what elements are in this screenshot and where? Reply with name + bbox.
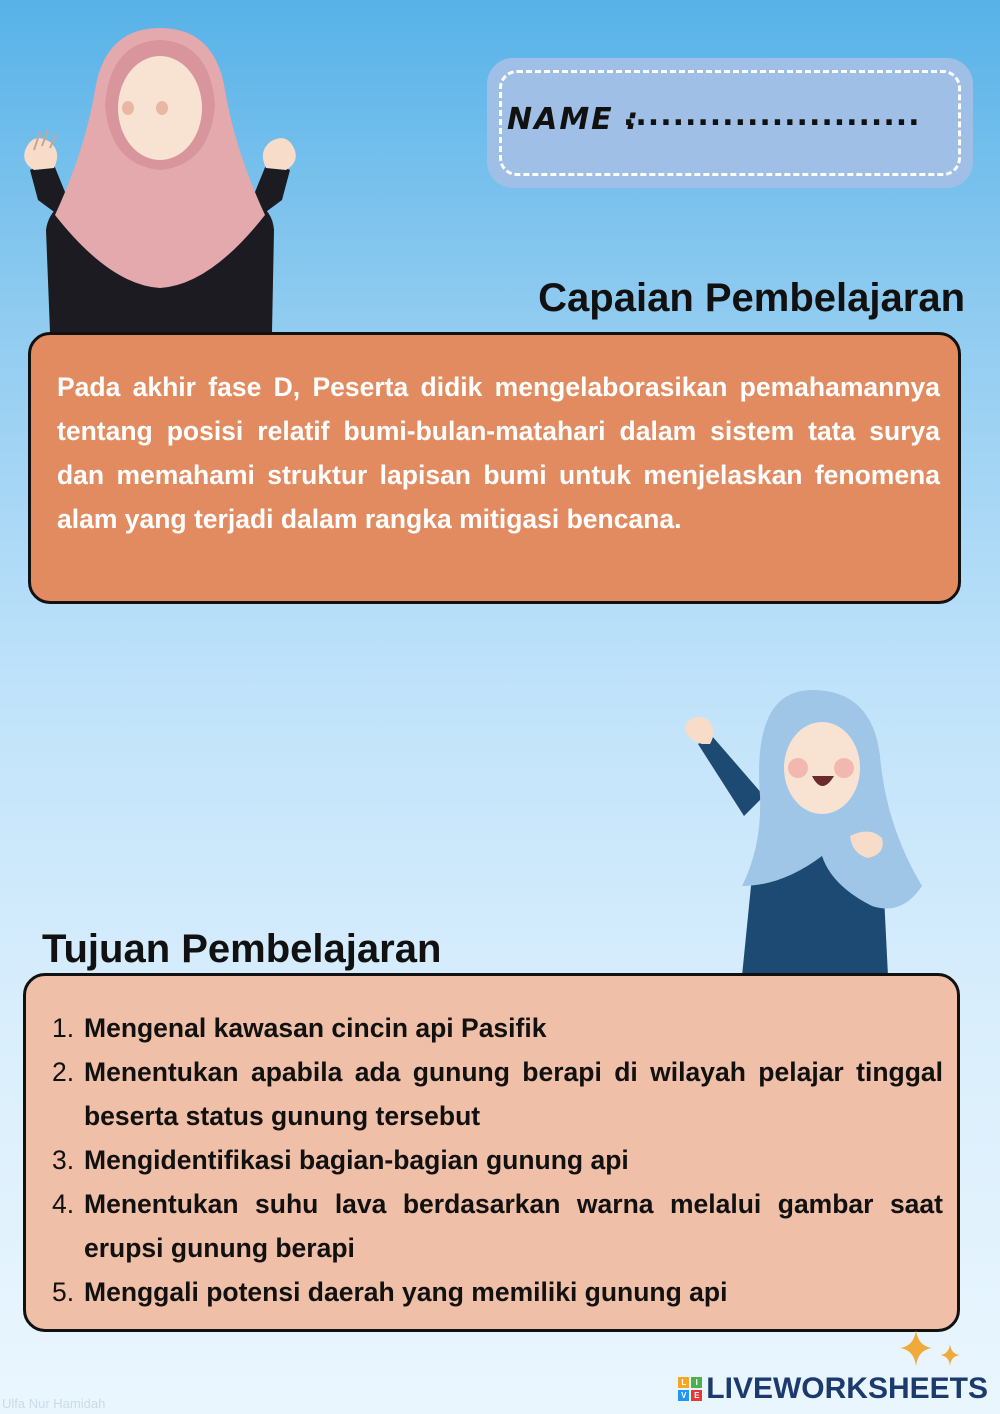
list-item	[52, 1270, 943, 1314]
item-text: Menentukan apabila ada gunung berapi di wilayah pelajar tinggal beserta status gunung tersebut	[84, 1057, 943, 1131]
list-item	[52, 1182, 943, 1270]
list-item	[52, 1006, 943, 1050]
name-label: NAME :	[507, 102, 641, 137]
author-credit: Ulfa Nur Hamidah	[2, 1396, 106, 1411]
item-number: 1.	[52, 1013, 75, 1043]
list-item	[52, 1138, 943, 1182]
liveworksheets-logo-icon: L I V E	[678, 1377, 702, 1401]
girl-pink-hijab-illustration	[10, 20, 310, 332]
name-blank[interactable]: ........................	[623, 98, 921, 133]
capaian-box	[28, 332, 961, 604]
capaian-text: Pada akhir fase D, Peserta didik mengelaborasikan pemahamannya tentang posisi relatif bumi-bulan-matahari dalam sistem tata surya dan memahami struktur lapisan bumi untuk menjelaskan fenomena alam yang terjadi dalam rangka mitigasi bencana.	[57, 372, 940, 534]
capaian-heading: Capaian Pembelajaran	[538, 276, 965, 320]
list-item	[52, 1050, 943, 1138]
tujuan-heading: Tujuan Pembelajaran	[42, 927, 442, 971]
name-box[interactable]	[487, 58, 973, 188]
item-text: Menentukan suhu lava berdasarkan warna melalui gambar saat erupsi gunung berapi	[84, 1189, 943, 1263]
tujuan-list	[52, 1006, 943, 1314]
girl-blue-hijab-illustration	[672, 686, 940, 976]
sparkle-icon	[892, 1328, 972, 1378]
item-number: 5.	[52, 1277, 75, 1307]
brand-text: LIVEWORKSHEETS	[706, 1372, 988, 1405]
item-text: Mengidentifikasi bagian-bagian gunung api	[84, 1145, 629, 1175]
item-text: Menggali potensi daerah yang memiliki gunung api	[84, 1277, 728, 1307]
item-text: Mengenal kawasan cincin api Pasifik	[84, 1013, 547, 1043]
tujuan-box	[23, 973, 960, 1332]
item-number: 3.	[52, 1145, 75, 1175]
liveworksheets-brand[interactable]	[678, 1372, 988, 1406]
item-number: 2.	[52, 1057, 75, 1087]
item-number: 4.	[52, 1189, 75, 1219]
